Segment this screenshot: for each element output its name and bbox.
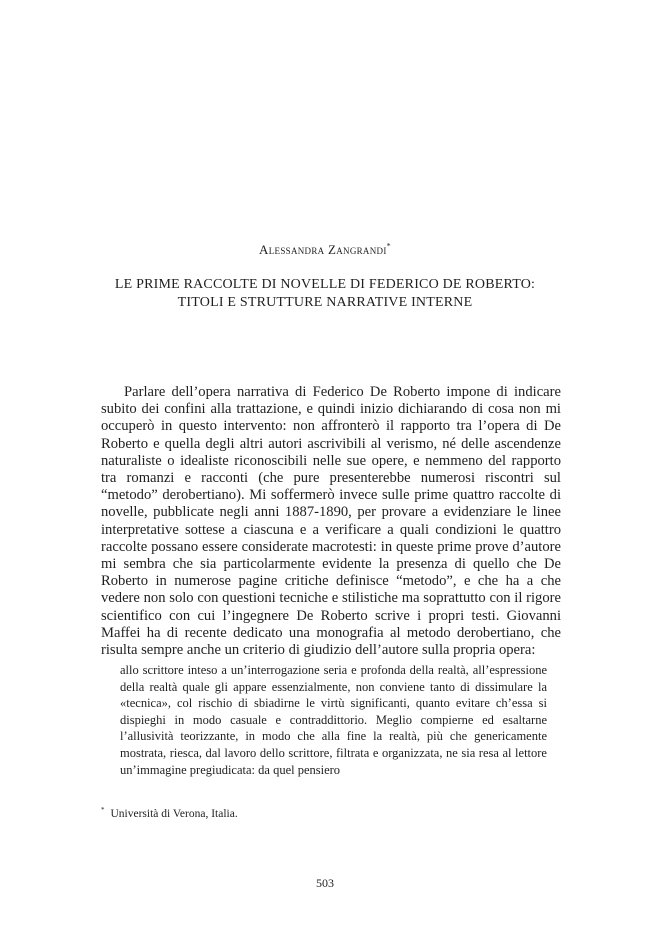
footnote-marker: * — [101, 806, 105, 815]
article-title — [60, 276, 590, 312]
block-quote-text: allo scrittore inteso a un’interrogazione seria e profonda della realtà, all’espressione della realtà quale gli appare essenzialmente, non conviene tanto di dissimulare la «tecnica», col rischio di sbiadirne le virtù significanti, quanto evitare ch’essa si dispieghi in modo casuale e contraddittorio. Meglio compierne ed esaltarne l’allusività teorizzante, in modo che alla fine la realtà, più che genericamente mostrata, riesca, dal lavoro dello scrittore, filtrata e organizzata, ne sia resa al lettore un’immagine pregiudicata: da quel pensiero — [120, 663, 547, 777]
author-footnote-marker: * — [386, 241, 391, 251]
author-name-text: Alessandra Zangrandi — [259, 242, 387, 257]
block-quote — [120, 662, 547, 778]
footnote — [101, 808, 238, 820]
article-title-line-2: TITOLI E STRUTTURE NARRATIVE INTERNE — [177, 295, 473, 310]
body-paragraph: Parlare dell’opera narrativa di Federico De Roberto impone di indicare subito dei confini alla trattazione, e quindi inizio dichiarando di cosa non mi occuperò in questo intervento: non affronterò il rapporto tra l’opera di De Roberto e quella degli altri autori ascrivibili al verismo, né delle ascendenze naturaliste o idealiste riconoscibili nelle sue opere, e nemmeno del rapporto tra romanzi e racconti (che pure presenterebbe numerosi riscontri sul “metodo” derobertiano). Mi soffermerò invece sulle prime quattro raccolte di novelle, pubblicate negli anni 1887-1890, per provare a evidenziare le linee interpretative sottese a ciascuna e a verificare a quali condizioni le quattro raccolte possano essere considerate macrotesti: in queste prime prove d’autore mi sembra che sia particolarmente evidente la presenza di quello che De Roberto in numerose pagine critiche definisce “metodo”, e che ha a che vedere non solo con questioni tecniche e stilistiche ma soprattutto con il rigore scientifico con cui l’ingegnere De Roberto scrive i propri testi. Giovanni Maffei ha di recente dedicato una monografia al metodo derobertiano, che risulta sempre anche un criterio di giudizio dell’autore sulla propria opera: — [101, 384, 561, 659]
article-title-line-1: LE PRIME RACCOLTE DI NOVELLE DI FEDERICO DE ROBERTO: — [114, 277, 536, 292]
body-text — [101, 384, 561, 659]
author-name — [0, 242, 650, 258]
page-number: 503 — [316, 876, 334, 890]
footnote-text: Università di Verona, Italia. — [110, 808, 238, 820]
